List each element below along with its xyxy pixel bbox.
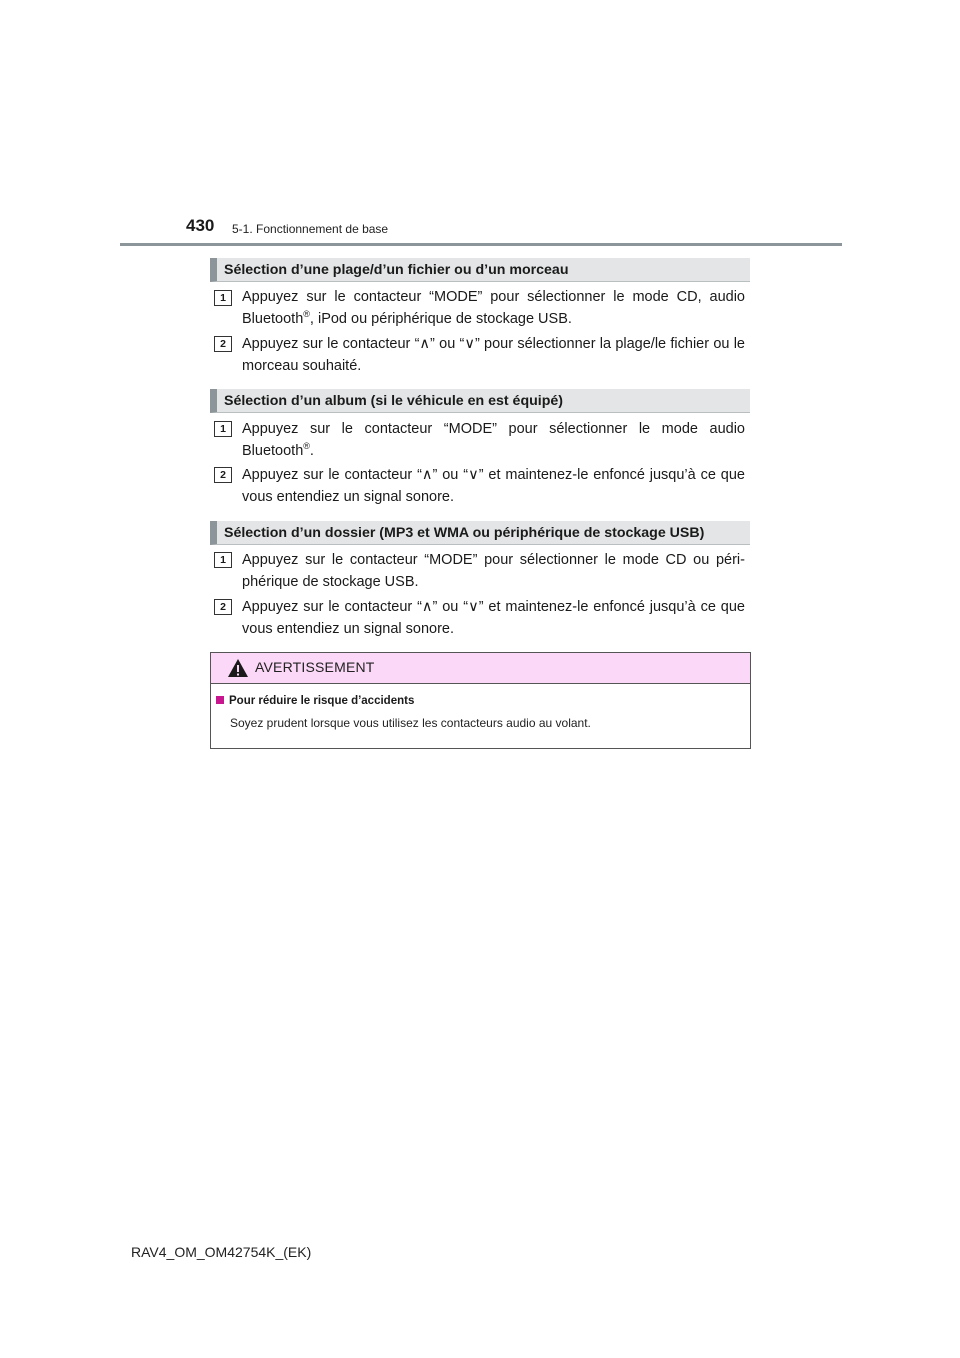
step-text: Appuyez sur le contacteur “∧” ou “∨” et maintenez-le enfoncé jusqu’à ce que vous entendiez un signal sonore. xyxy=(242,599,745,637)
section-heading xyxy=(210,521,750,545)
warning-header xyxy=(211,653,750,684)
page-number: 430 xyxy=(186,216,215,235)
step-number: 1 xyxy=(214,552,232,568)
step-number: 2 xyxy=(214,467,232,483)
step-text: Appuyez sur le contacteur “∧” ou “∨” et maintenez-le enfoncé jusqu’à ce que vous entendiez un signal sonore. xyxy=(242,467,745,505)
section-title: Sélection d’un dossier (MP3 et WMA ou périphérique de stockage USB) xyxy=(224,525,705,541)
header-rule xyxy=(120,243,842,246)
warning-triangle-icon xyxy=(227,658,249,678)
step-text: Appuyez sur le contacteur “MODE” pour sélectionner le mode CD ou péri-phérique de stockage USB. xyxy=(242,552,745,590)
footer-doc-code: RAV4_OM_OM42754K_(EK) xyxy=(131,1244,312,1260)
step-number: 1 xyxy=(214,421,232,437)
warning-item-title: Pour réduire le risque d’accidents xyxy=(216,695,414,707)
square-bullet-icon xyxy=(216,696,224,704)
step-text: Appuyez sur le contacteur “∧” ou “∨” pour sélectionner la plage/le fichier ou le morceau souhaité. xyxy=(242,336,745,374)
step-text: Appuyez sur le contacteur “MODE” pour sélectionner le mode CD, audio Bluetooth®, iPod ou périphérique de stockage USB. xyxy=(242,289,745,327)
warning-item-body: Soyez prudent lorsque vous utilisez les contacteurs audio au volant. xyxy=(230,716,591,730)
step-text: Appuyez sur le contacteur “MODE” pour sélectionner le mode audio Bluetooth®. xyxy=(242,421,745,459)
chapter-title: 5-1. Fonctionnement de base xyxy=(232,222,389,236)
section-title: Sélection d’un album (si le véhicule en est équipé) xyxy=(224,393,564,409)
section-title: Sélection d’une plage/d’un fichier ou d’un morceau xyxy=(224,262,569,278)
warning-box xyxy=(210,652,751,749)
section-heading xyxy=(210,258,750,282)
step-number: 2 xyxy=(214,336,232,352)
section-heading xyxy=(210,389,750,413)
step-number: 2 xyxy=(214,599,232,615)
step-number: 1 xyxy=(214,290,232,306)
warning-title: AVERTISSEMENT xyxy=(255,659,375,675)
